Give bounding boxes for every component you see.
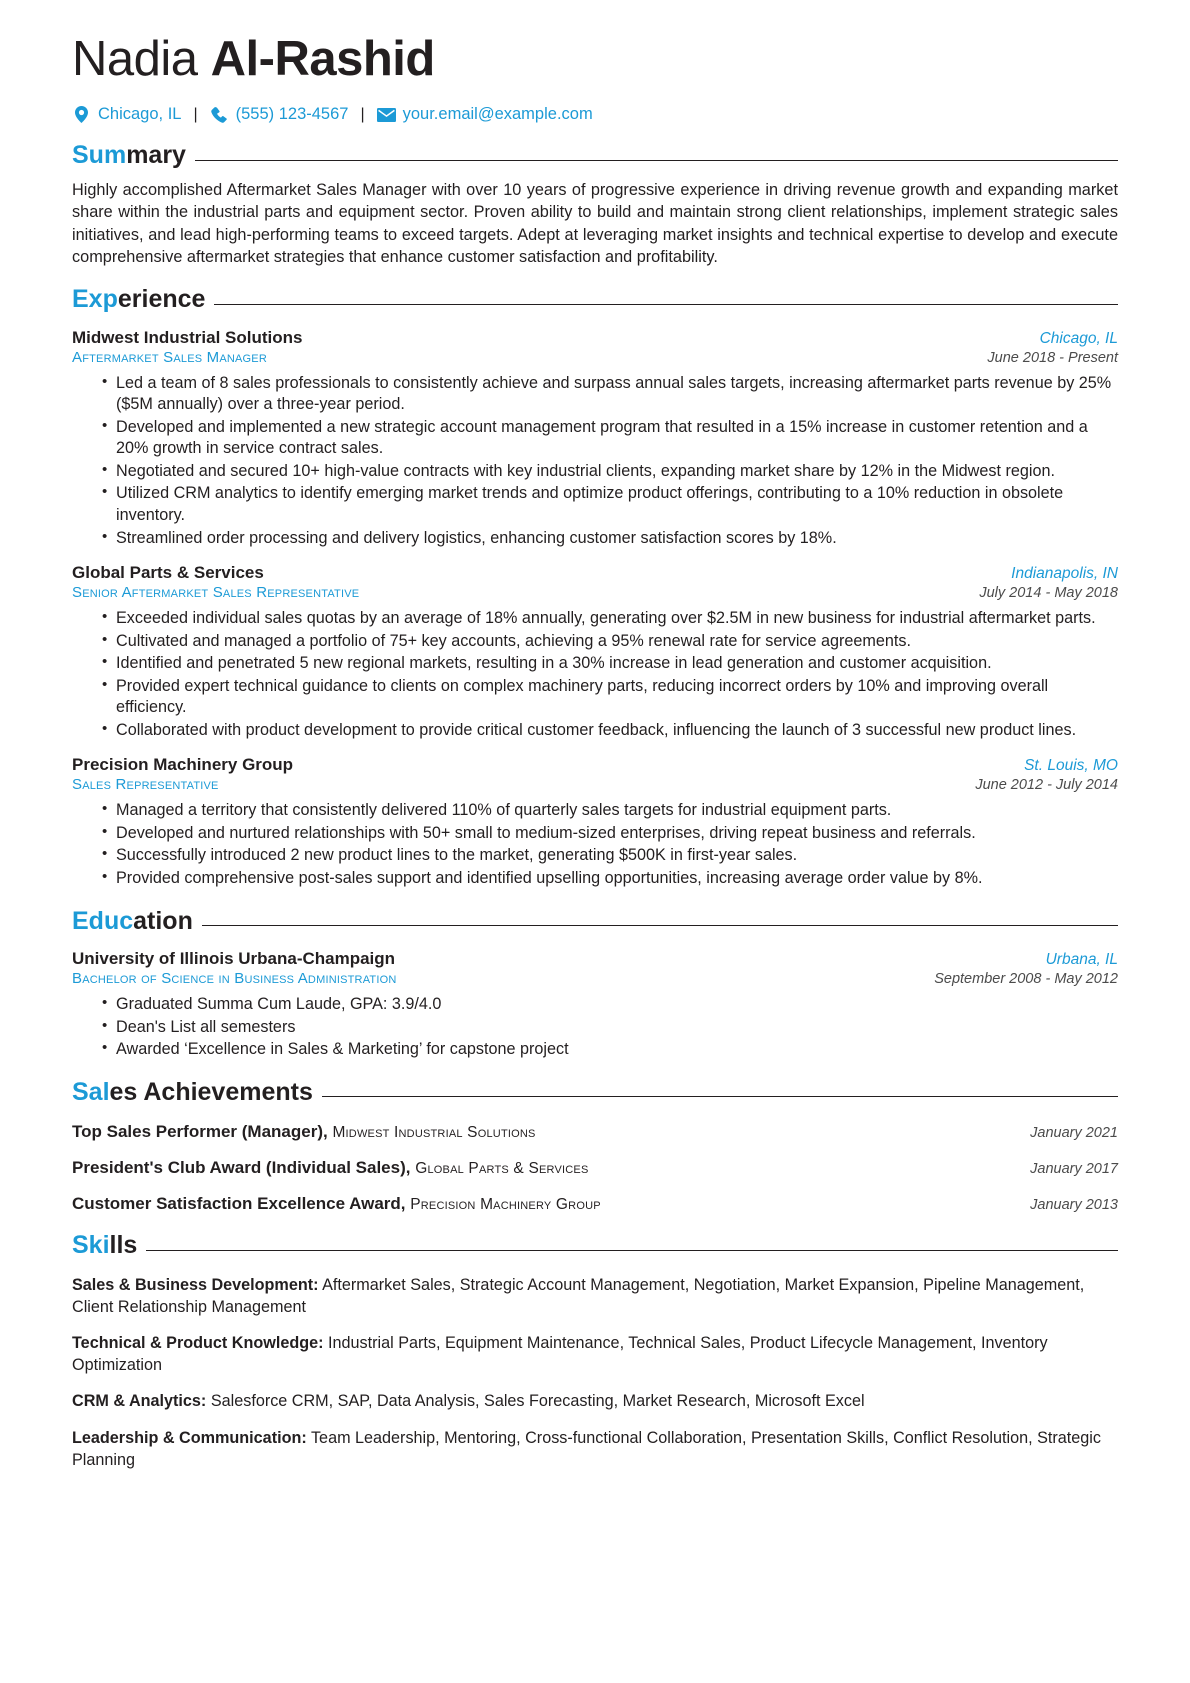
achievement-date: January 2021 [1030, 1125, 1118, 1142]
list-item: • Cultivated and managed a portfolio of 75+ key accounts, achieving a 95% renewal rate for service agreements. [102, 631, 1118, 653]
list-item: • Exceeded individual sales quotas by an average of 18% annually, generating over $2.5M in new business for industrial aftermarket parts. [102, 608, 1118, 630]
achievement-title: Customer Satisfaction Excellence Award, [72, 1194, 406, 1214]
skill-row [72, 1274, 1118, 1318]
entry-dates: September 2008 - May 2012 [934, 971, 1118, 988]
section-header-skills [72, 1232, 1118, 1260]
achievement-date: January 2017 [1030, 1161, 1118, 1178]
phone-text[interactable]: (555) 123-4567 [235, 105, 349, 124]
experience-title-hl: Exp [72, 285, 118, 314]
education-title-rest: ation [133, 906, 193, 935]
contact-email [377, 105, 593, 124]
contact-separator-1: | [193, 105, 198, 123]
skill-category: Leadership & Communication: [72, 1428, 307, 1447]
list-item: • Negotiated and secured 10+ high-value contracts with key industrial clients, expanding market share by 12% in the Midwest region. [102, 461, 1118, 483]
summary-title-rest: mary [126, 141, 186, 170]
section-header-summary [72, 142, 1118, 170]
entry-dates: June 2012 - July 2014 [975, 777, 1118, 794]
list-item: • Developed and nurtured relationships with 50+ small to medium-sized enterprises, driving repeat business and referrals. [102, 823, 1118, 845]
achievements-title-hl: Sal [72, 1077, 110, 1106]
skill-category: CRM & Analytics: [72, 1392, 207, 1411]
list-item: • Successfully introduced 2 new product lines to the market, generating $500K in first-year sales. [102, 845, 1118, 867]
last-name: Al-Rashid [210, 32, 435, 86]
section-rule [146, 1250, 1118, 1251]
achievement-organization: Midwest Industrial Solutions [332, 1124, 536, 1142]
skills-title-hl: Ski [72, 1231, 110, 1260]
experience-entry [72, 755, 1118, 889]
entry-role: Bachelor of Science in Business Administration [72, 970, 397, 988]
list-item: • Provided expert technical guidance to clients on complex machinery parts, reducing incorrect orders by 10% and improving overall efficiency. [102, 676, 1118, 719]
entry-bullets [72, 800, 1118, 889]
section-header-experience [72, 286, 1118, 314]
achievements-title-rest: es Achievements [109, 1077, 313, 1106]
phone-icon [210, 107, 229, 123]
section-rule [214, 304, 1118, 305]
list-item: • Managed a territory that consistently delivered 110% of quarterly sales targets for industrial equipment parts. [102, 800, 1118, 822]
list-item: • Streamlined order processing and delivery logistics, enhancing customer satisfaction scores by 18%. [102, 528, 1118, 550]
entry-location: Indianapolis, IN [1011, 565, 1118, 583]
candidate-name [72, 34, 1118, 85]
section-header-education [72, 908, 1118, 936]
contact-info [72, 105, 1118, 124]
summary-title-hl: Sum [72, 141, 127, 170]
entry-location: Chicago, IL [1039, 329, 1118, 347]
entry-organization: University of Illinois Urbana-Champaign [72, 949, 396, 969]
entry-organization: Precision Machinery Group [72, 755, 294, 775]
entry-dates: June 2018 - Present [987, 349, 1118, 366]
skill-items: Aftermarket Sales, Strategic Account Management, Negotiation, Market Expansion, Pipeline Management, Client Relationship Management [72, 1275, 1085, 1316]
skill-category: Technical & Product Knowledge: [72, 1334, 324, 1353]
entry-bullets [72, 373, 1118, 549]
entry-role: Senior Aftermarket Sales Representative [72, 584, 360, 602]
entry-dates: July 2014 - May 2018 [979, 585, 1118, 602]
achievement-row [72, 1194, 1118, 1214]
skill-items: Industrial Parts, Equipment Maintenance, Technical Sales, Product Lifecycle Management, Inventory Optimization [72, 1334, 1048, 1375]
skill-row [72, 1427, 1118, 1471]
entry-organization: Global Parts & Services [72, 563, 264, 583]
entry-role: Sales Representative [72, 776, 219, 794]
achievement-row [72, 1158, 1118, 1178]
experience-title-rest: erience [117, 285, 206, 314]
entry-bullets [72, 608, 1118, 741]
entry-role: Aftermarket Sales Manager [72, 348, 267, 366]
summary-text: Highly accomplished Aftermarket Sales Manager with over 10 years of progressive experience in driving revenue growth and expanding market share within the industrial parts and equipment sector. Proven ability to build and maintain strong client relationships, implement strategic sales initiatives, and lead high-performing teams to exceed targets. Adept at leveraging market insights and technical expertise to develop and execute comprehensive aftermarket strategies that enhance customer satisfaction and profitability. [72, 180, 1118, 266]
entry-organization: Midwest Industrial Solutions [72, 327, 303, 347]
contact-phone [210, 105, 349, 124]
first-name: Nadia [72, 32, 198, 86]
list-item: • Provided comprehensive post-sales support and identified upselling opportunities, increasing average order value by 8%. [102, 868, 1118, 890]
list-item: • Led a team of 8 sales professionals to consistently achieve and surpass annual sales targets, increasing aftermarket parts revenue by 25% ($5M annually) over a three-year period. [102, 373, 1118, 416]
skill-row [72, 1332, 1118, 1376]
entry-bullets [72, 994, 1118, 1061]
section-header-achievements [72, 1079, 1118, 1107]
envelope-icon [377, 107, 396, 123]
achievement-organization: Precision Machinery Group [410, 1196, 601, 1214]
achievement-organization: Global Parts & Services [415, 1160, 589, 1178]
achievement-date: January 2013 [1030, 1197, 1118, 1214]
achievement-title: President's Club Award (Individual Sales), [72, 1158, 411, 1178]
list-item: • Identified and penetrated 5 new regional markets, resulting in a 30% increase in lead generation and customer acquisition. [102, 653, 1118, 675]
skill-category: Sales & Business Development: [72, 1275, 319, 1294]
experience-entry [72, 328, 1118, 549]
experience-entry [72, 563, 1118, 741]
skill-row [72, 1390, 1118, 1412]
entry-location: Urbana, IL [1045, 951, 1118, 969]
section-rule [202, 925, 1118, 926]
contact-location [72, 105, 181, 124]
email-text[interactable]: your.email@example.com [402, 105, 593, 124]
education-entry [72, 949, 1118, 1061]
achievement-row [72, 1122, 1118, 1142]
contact-separator-2: | [360, 105, 365, 123]
education-title-hl: Educ [72, 906, 134, 935]
list-item: • Dean's List all semesters [102, 1017, 1118, 1039]
skill-items: Salesforce CRM, SAP, Data Analysis, Sales Forecasting, Market Research, Microsoft Excel [210, 1392, 865, 1411]
entry-location: St. Louis, MO [1024, 757, 1118, 775]
list-item: • Collaborated with product development to provide critical customer feedback, influencing the launch of 3 successful new product lines. [102, 720, 1118, 742]
section-rule [195, 160, 1118, 161]
skill-items: Team Leadership, Mentoring, Cross-functional Collaboration, Presentation Skills, Conflict Resolution, Strategic Planning [72, 1428, 1101, 1469]
section-rule [322, 1096, 1118, 1097]
achievement-title: Top Sales Performer (Manager), [72, 1122, 328, 1142]
skills-title-rest: lls [109, 1231, 138, 1260]
list-item: • Awarded ‘Excellence in Sales & Marketing’ for capstone project [102, 1039, 1118, 1061]
location-pin-icon [72, 107, 91, 123]
list-item: • Developed and implemented a new strategic account management program that resulted in a 15% increase in customer retention and a 20% growth in service contract sales. [102, 417, 1118, 460]
list-item: • Graduated Summa Cum Laude, GPA: 3.9/4.0 [102, 994, 1118, 1016]
list-item: • Utilized CRM analytics to identify emerging market trends and optimize product offerings, contributing to a 10% reduction in obsolete inventory. [102, 483, 1118, 526]
location-text: Chicago, IL [98, 105, 182, 124]
